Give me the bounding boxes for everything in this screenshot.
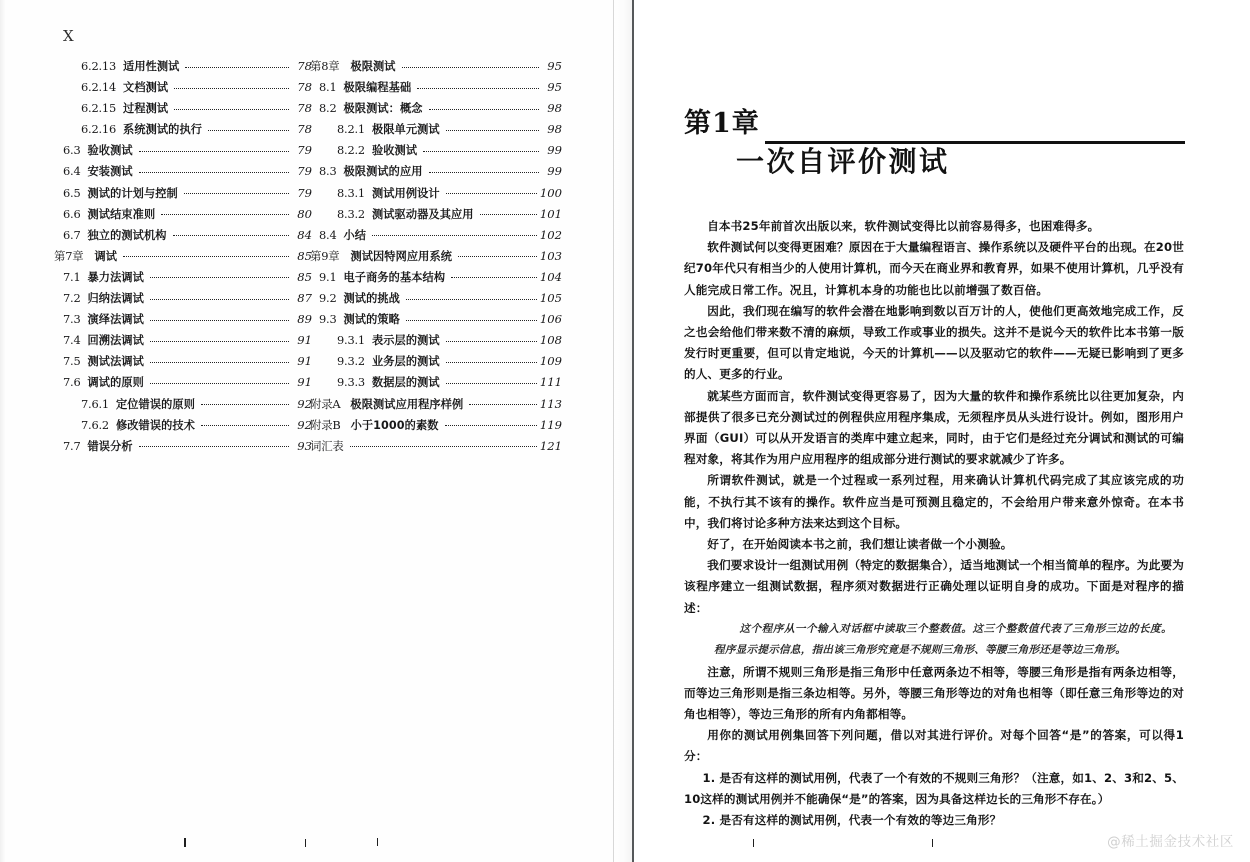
toc-leader-dots — [458, 256, 537, 257]
toc-leader-dots — [350, 446, 537, 447]
toc-leader-dots — [402, 67, 539, 68]
toc-entry-number: 6.2.13 — [81, 59, 117, 73]
toc-entry[interactable] — [310, 121, 562, 142]
toc-entry-number: 7.2 — [63, 291, 81, 306]
toc-entry-number: 7.7 — [63, 438, 81, 453]
toc-column-right — [310, 58, 562, 459]
toc-entry[interactable] — [54, 206, 312, 227]
toc-entry-page: 85 — [297, 248, 312, 263]
toc-leader-dots — [446, 341, 537, 342]
paragraph: 好了，在开始阅读本书之前，我们想让读者做一个小测验。 — [707, 537, 1013, 552]
paragraph: 软件测试何以变得更困难？原因在于大量编程语言、操作系统以及硬件平台的出现。在20世纪70年代只有相当少的人使用计算机，而今天在商业界和教育界，如果不使用计算机，几乎没有人能完成日常工作。况且，计算机本身的功能也比以前增强了数百倍。 — [684, 240, 1184, 297]
toc-entry[interactable] — [310, 290, 562, 311]
toc-entry-page: 121 — [539, 438, 562, 453]
toc-entry-page: 85 — [297, 269, 312, 284]
chapter-body — [684, 216, 1184, 831]
toc-entry-page: 78 — [297, 101, 312, 116]
toc-entry[interactable] — [54, 353, 312, 374]
toc-entry-page: 113 — [539, 396, 562, 411]
paragraph: 用你的测试用例集回答下列问题，借以对其进行评价。对每个回答“是”的答案，可以得1分： — [684, 728, 1184, 764]
chapter-rule — [765, 141, 1185, 144]
toc-entry-title: 极限测试 — [350, 60, 396, 73]
toc-entry[interactable] — [310, 417, 562, 438]
toc-entry-page: 109 — [539, 354, 562, 369]
toc-entry[interactable] — [54, 227, 312, 248]
toc-entry-page: 78 — [297, 122, 312, 137]
gutter-line-dark — [632, 0, 634, 862]
question-item: 1. 是否有这样的测试用例，代表了一个有效的不规则三角形？（注意，如1、2、3和2、5、10这样的测试用例并不能确保“是”的答案，因为具备这样边长的三角形不存在。） — [684, 770, 1184, 806]
toc-entry-title: 业务层的测试 — [371, 355, 440, 369]
toc-entry[interactable] — [54, 290, 312, 311]
toc-entry-title: 文档测试 — [123, 81, 169, 95]
toc-entry-number: 附录A — [310, 396, 341, 411]
toc-leader-dots — [139, 151, 289, 152]
toc-leader-dots — [150, 383, 289, 384]
page-folio: X — [63, 27, 75, 45]
toc-entry-title: 回溯法调试 — [87, 334, 144, 348]
toc-leader-dots — [174, 109, 289, 110]
toc-entry[interactable] — [54, 417, 312, 438]
toc-entry-number: 6.5 — [63, 185, 81, 200]
toc-entry-page: 95 — [547, 80, 562, 95]
toc-leader-dots — [174, 88, 289, 89]
toc-entry-number: 7.4 — [63, 333, 81, 348]
toc-entry[interactable] — [54, 438, 312, 459]
toc-entry-number: 8.3.1 — [337, 185, 365, 200]
chapter-opener — [684, 110, 1184, 178]
toc-entry-number: 9.3 — [319, 312, 337, 327]
toc-leader-dots — [446, 383, 537, 384]
toc-entry-title: 极限测试：概念 — [343, 102, 423, 116]
paragraph: 就某些方面而言，软件测试变得更容易了，因为大量的软件和操作系统比以往更加复杂，内部提供了很多已充分测试过的例程供应用程序集成，无须程序员从头进行设计。例如，图形用户界面（GUI）可以从开发语言的类库中建立起来，同时，由于它们是经过充分调试和测试的可编程对象，将其作为用户应用程序的组成部分进行测试的要求就减少了许多。 — [684, 388, 1184, 467]
toc-entry[interactable] — [310, 142, 562, 163]
toc-leader-dots — [417, 88, 539, 89]
toc-entry-number: 8.2.2 — [337, 143, 365, 158]
toc-entry-number: 6.2.15 — [81, 101, 117, 116]
scan-artifact-tick — [184, 838, 186, 847]
toc-column-left — [54, 58, 312, 459]
paragraph: 因此，我们现在编写的软件会潜在地影响到数以百万计的人，使他们更高效地完成工作，反之也会给他们带来数不清的麻烦，导致工作或事业的损失。这并不是说今天的软件比本书第一版发行时更重要，但可以肯定地说，今天的计算机——以及驱动它的软件——无疑已影响到了更多的人、更多的行业。 — [684, 303, 1184, 382]
toc-entry-title: 独立的测试机构 — [87, 228, 167, 242]
toc-entry[interactable] — [310, 396, 562, 417]
toc-entry[interactable] — [310, 353, 562, 374]
toc-entry-number: 7.6.1 — [81, 396, 109, 411]
toc-leader-dots — [423, 151, 539, 152]
toc-entry[interactable] — [310, 185, 562, 206]
toc-entry[interactable] — [310, 206, 562, 227]
toc-entry-page: 92 — [297, 417, 312, 432]
toc-entry-title: 测试用例设计 — [371, 186, 440, 200]
toc-leader-dots — [150, 362, 289, 363]
toc-entry-title: 测试因特网应用系统 — [350, 249, 453, 263]
toc-entry[interactable] — [54, 269, 312, 290]
toc-entry-page: 95 — [547, 59, 562, 73]
toc-entry[interactable] — [310, 163, 562, 184]
question-item: 2. 是否有这样的测试用例，代表一个有效的等边三角形？ — [702, 813, 1002, 828]
chapter-title: 一次自评价测试 — [736, 145, 950, 178]
paragraph: 所谓软件测试，就是一个过程或一系列过程，用来确认计算机代码完成了其应该完成的功能，不执行其不该有的操作。软件应当是可预测且稳定的，不会给用户带来意外惊奇。在本书中，我们将讨论多种方法来达到这个目标。 — [684, 473, 1184, 530]
toc-entry-number: 7.5 — [63, 354, 81, 369]
toc-entry-page: 91 — [297, 354, 312, 369]
toc-entry-title: 错误分析 — [87, 439, 133, 453]
toc-entry-number: 6.3 — [63, 143, 81, 158]
toc-leader-dots — [429, 109, 539, 110]
toc-entry[interactable] — [54, 142, 312, 163]
chapter-number: 第1章 — [684, 108, 760, 139]
toc-leader-dots — [150, 299, 289, 300]
toc-leader-dots — [201, 425, 289, 426]
toc-entry-number: 7.6.2 — [81, 417, 109, 432]
toc-entry-number: 9.1 — [319, 269, 337, 284]
toc-entry[interactable] — [54, 58, 312, 79]
toc-leader-dots — [150, 277, 289, 278]
toc-entry[interactable] — [54, 248, 312, 269]
toc-entry[interactable] — [310, 311, 562, 332]
toc-entry-number: 词汇表 — [310, 438, 344, 453]
toc-entry-number: 8.2 — [319, 101, 337, 116]
toc-entry-number: 7.3 — [63, 312, 81, 327]
toc-entry-number: 附录B — [310, 417, 341, 432]
toc-entry-title: 系统测试的执行 — [123, 123, 203, 137]
toc-entry-title: 测试驱动器及其应用 — [371, 207, 474, 221]
toc-entry-title: 验收测试 — [371, 144, 418, 158]
toc-entry-page: 99 — [547, 164, 562, 179]
toc-entry-page: 93 — [297, 438, 312, 453]
toc-entry-page: 84 — [297, 227, 312, 242]
toc-entry[interactable] — [54, 121, 312, 142]
toc-entry-number: 8.1 — [319, 80, 337, 95]
toc-entry-number: 8.3 — [319, 164, 337, 179]
toc-entry-number: 第7章 — [54, 248, 84, 263]
toc-entry-page: 89 — [297, 312, 312, 327]
toc-entry-page: 108 — [539, 333, 562, 348]
toc-entry[interactable] — [310, 269, 562, 290]
toc-leader-dots — [139, 446, 289, 447]
toc-entry-title: 测试的挑战 — [343, 292, 400, 306]
toc-entry-title: 安装测试 — [87, 165, 133, 179]
toc-entry-number: 9.3.3 — [337, 375, 365, 390]
toc-entry-title: 验收测试 — [87, 144, 133, 158]
toc-entry-number: 6.2.16 — [81, 122, 117, 137]
toc-entry-title: 表示层的测试 — [371, 334, 440, 348]
toc-entry-page: 119 — [539, 417, 562, 432]
toc-leader-dots — [150, 320, 289, 321]
scan-artifact-tick — [932, 839, 933, 847]
toc-entry[interactable] — [310, 374, 562, 395]
toc-entry-number: 6.6 — [63, 206, 81, 221]
scan-artifact-tick — [305, 839, 306, 847]
toc-entry[interactable] — [310, 332, 562, 353]
toc-entry-title: 测试的策略 — [343, 313, 400, 327]
toc-entry[interactable] — [54, 332, 312, 353]
toc-entry-title: 测试结束准则 — [87, 207, 156, 221]
toc-entry-page: 103 — [539, 248, 562, 263]
toc-leader-dots — [123, 256, 289, 257]
toc-entry-title: 定位错误的原则 — [115, 397, 195, 411]
toc-entry-title: 归纳法调试 — [87, 292, 144, 306]
toc-entry-number: 9.3.1 — [337, 333, 365, 348]
toc-entry[interactable] — [310, 100, 562, 121]
toc-entry-page: 100 — [539, 185, 562, 200]
toc-entry-page: 104 — [539, 269, 562, 284]
toc-leader-dots — [451, 277, 537, 278]
toc-entry-page: 79 — [297, 185, 312, 200]
toc-entry[interactable] — [310, 227, 562, 248]
toc-leader-dots — [150, 341, 289, 342]
gutter-shading — [614, 0, 633, 862]
toc-entry-title: 调试的原则 — [87, 376, 144, 390]
toc-leader-dots — [208, 130, 289, 131]
toc-entry-page: 80 — [297, 206, 312, 221]
toc-leader-dots — [185, 67, 289, 68]
paragraph: 注意，所谓不规则三角形是指三角形中任意两条边不相等，等腰三角形是指有两条边相等，而等边三角形则是指三条边相等。另外，等腰三角形等边的对角也相等（即任意三角形等边的对角也相等），等边三角形的所有内角都相等。 — [684, 664, 1184, 722]
toc-entry-title: 适用性测试 — [123, 60, 180, 73]
scan-artifact-tick — [753, 839, 754, 847]
toc-entry-number: 8.3.2 — [337, 206, 365, 221]
toc-entry-number: 7.1 — [63, 269, 81, 284]
toc-entry-title: 小结 — [343, 228, 367, 242]
toc-entry-page: 92 — [297, 396, 312, 411]
toc-entry-number: 9.3.2 — [337, 354, 365, 369]
paragraph: 我们要求设计一组测试用例（特定的数据集合），适当地测试一个相当简单的程序。为此要为该程序建立一组测试数据，程序须对数据进行正确处理以证明自身的成功。下面是对程序的描述： — [684, 558, 1184, 615]
watermark: @稀土掘金技术社区 — [1107, 834, 1234, 850]
toc-entry[interactable] — [54, 185, 312, 206]
toc-entry[interactable] — [310, 438, 562, 459]
toc-entry-title: 暴力法调试 — [87, 270, 144, 284]
toc-entry-number: 6.4 — [63, 164, 81, 179]
toc-entry[interactable] — [54, 100, 312, 121]
toc-leader-dots — [446, 193, 537, 194]
toc-leader-dots — [372, 235, 537, 236]
toc-entry-title: 数据层的测试 — [371, 376, 440, 390]
toc-entry-page: 102 — [539, 227, 562, 242]
toc-leader-dots — [469, 404, 537, 405]
toc-leader-dots — [173, 235, 289, 236]
toc-entry[interactable] — [310, 79, 562, 100]
program-description-quote: 这个程序从一个输入对话框中读取三个整数值。这三个整数值代表了三角形三边的长度。程序显示提示信息，指出该三角形究竟是不规则三角形、等腰三角形还是等边三角形。 — [714, 622, 1172, 657]
toc-leader-dots — [429, 172, 539, 173]
toc-entry-title: 极限测试的应用 — [343, 165, 423, 179]
toc-entry[interactable] — [54, 396, 312, 417]
scan-artifact-tick — [377, 838, 378, 846]
toc-entry-page: 91 — [297, 333, 312, 348]
toc-entry-page: 78 — [297, 80, 312, 95]
toc-entry-title: 极限编程基础 — [343, 81, 412, 95]
toc-entry-title: 极限测试应用程序样例 — [350, 397, 464, 411]
toc-leader-dots — [139, 172, 289, 173]
toc-entry-title: 修改错误的技术 — [115, 418, 195, 432]
toc-leader-dots — [406, 299, 537, 300]
toc-entry[interactable] — [310, 58, 562, 79]
toc-entry-page: 106 — [539, 312, 562, 327]
toc-leader-dots — [446, 130, 539, 131]
toc-entry-title: 极限单元测试 — [371, 123, 440, 137]
toc-entry-page: 79 — [297, 164, 312, 179]
toc-leader-dots — [184, 193, 289, 194]
toc-entry[interactable] — [54, 163, 312, 184]
toc-entry-page: 98 — [547, 101, 562, 116]
toc-entry-page: 79 — [297, 143, 312, 158]
toc-leader-dots — [445, 425, 537, 426]
toc-entry[interactable] — [310, 248, 562, 269]
toc-entry-number: 8.4 — [319, 227, 337, 242]
toc-entry-page: 87 — [297, 291, 312, 306]
left-edge-shadow — [0, 0, 6, 862]
toc-entry-title: 演绎法调试 — [87, 313, 144, 327]
toc-entry-title: 测试的计划与控制 — [87, 186, 178, 200]
toc-entry-number: 6.7 — [63, 227, 81, 242]
toc-entry-title: 测试法调试 — [87, 355, 144, 369]
gutter-line-light — [613, 0, 614, 862]
toc-leader-dots — [406, 320, 537, 321]
toc-entry-number: 6.2.14 — [81, 80, 117, 95]
toc-entry-page: 91 — [297, 375, 312, 390]
toc-leader-dots — [161, 214, 289, 215]
toc-entry-number: 7.6 — [63, 375, 81, 390]
toc-entry-title: 过程测试 — [123, 102, 169, 116]
toc-entry-page: 99 — [547, 143, 562, 158]
toc-entry-number: 第8章 — [310, 59, 340, 73]
toc-entry[interactable] — [54, 374, 312, 395]
toc-entry-page: 78 — [297, 59, 312, 73]
toc-entry-title: 小于1000的素数 — [350, 418, 439, 432]
toc-entry-title: 调试 — [94, 249, 118, 263]
toc-entry[interactable] — [54, 311, 312, 332]
toc-leader-dots — [201, 404, 289, 405]
toc-entry[interactable] — [54, 79, 312, 100]
toc-entry-title: 电子商务的基本结构 — [343, 270, 446, 284]
toc-leader-dots — [480, 214, 537, 215]
paragraph: 自本书25年前首次出版以来，软件测试变得比以前容易得多，也困难得多。 — [707, 219, 1100, 233]
toc-entry-number: 8.2.1 — [337, 122, 365, 137]
toc-entry-number: 第9章 — [310, 248, 340, 263]
toc-entry-page: 105 — [539, 291, 562, 306]
toc-entry-page: 101 — [539, 206, 562, 221]
toc-leader-dots — [446, 362, 537, 363]
toc-entry-page: 111 — [539, 375, 562, 390]
toc-entry-page: 98 — [547, 122, 562, 137]
toc-entry-number: 9.2 — [319, 291, 337, 306]
